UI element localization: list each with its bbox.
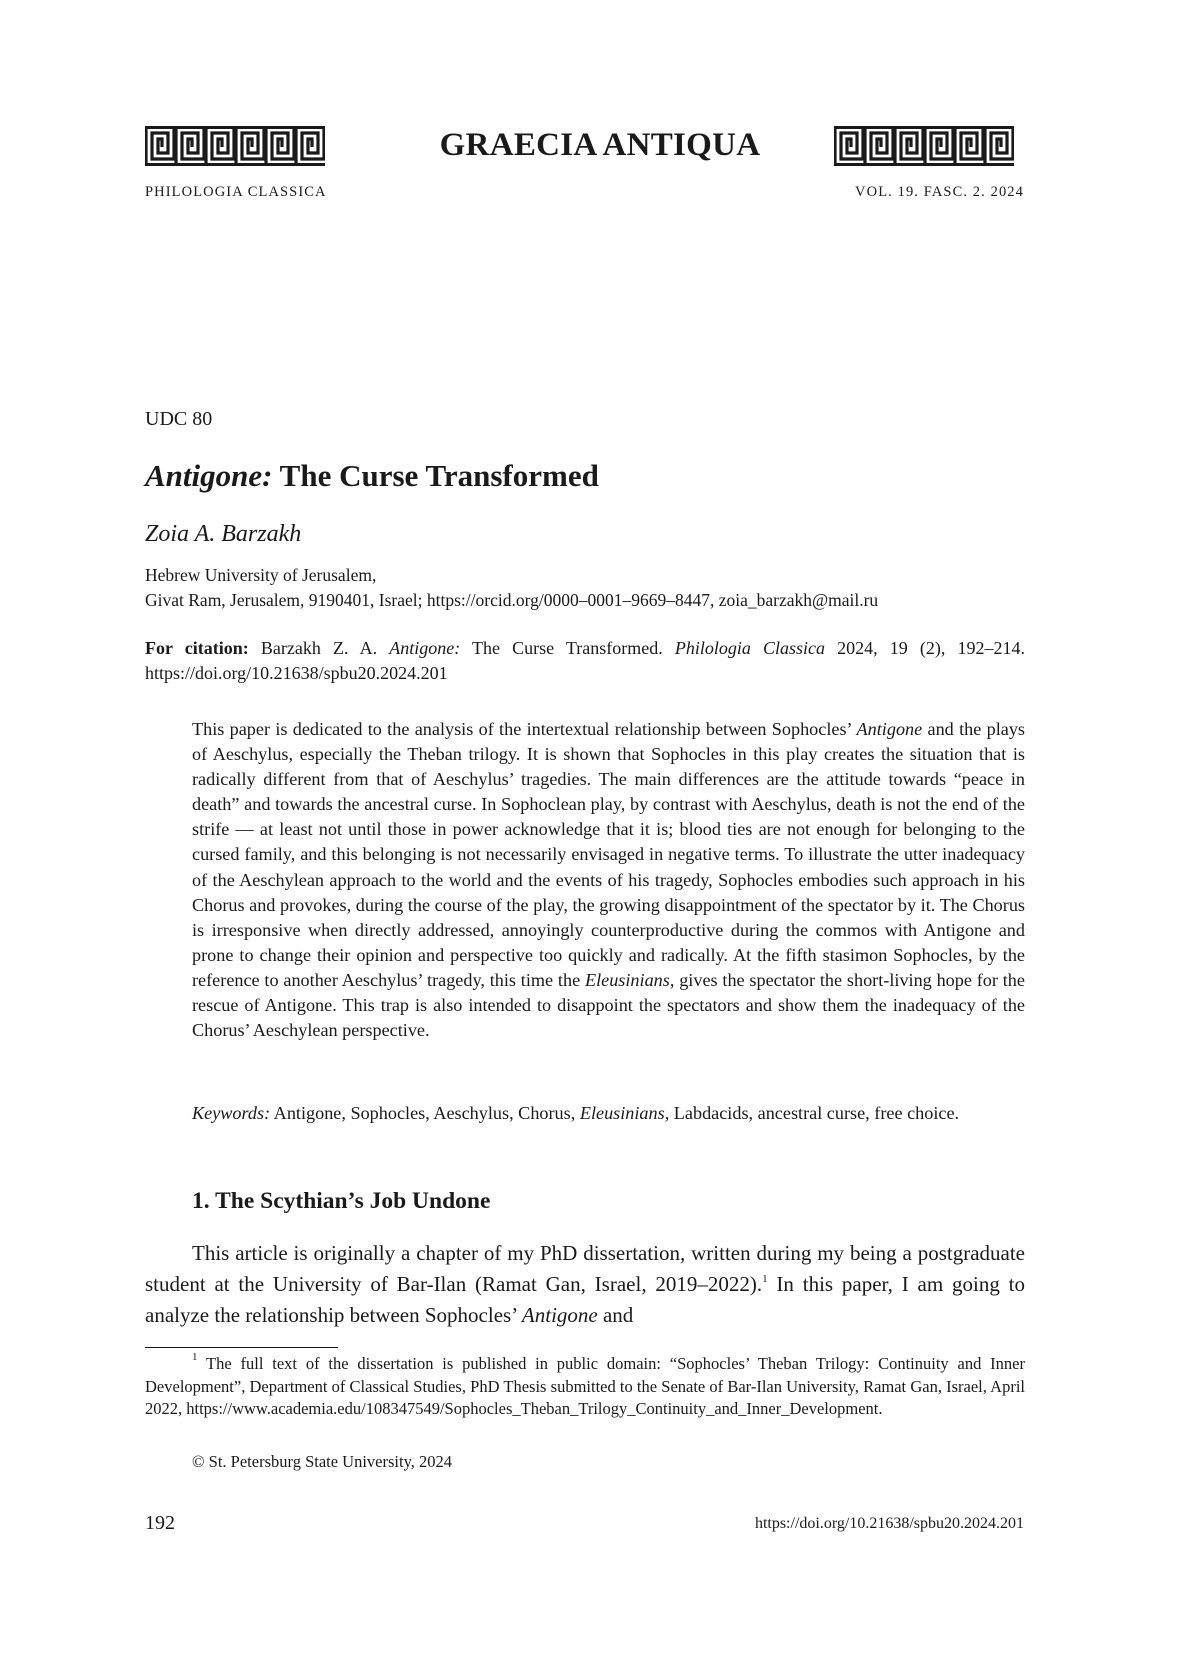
journal-title: GRAECIA ANTIQUA bbox=[439, 127, 761, 163]
page-number: 192 bbox=[145, 1512, 175, 1534]
abstract bbox=[192, 717, 1025, 1043]
abstract-italic-1: Antigone bbox=[856, 719, 923, 739]
citation-text-1: Barzakh Z. A. bbox=[248, 638, 390, 658]
abstract-text-3: , gives the spectator the short-living hope for the rescue of Antigone. This trap is also intended to disappoint the spectators and show them the inadequacy of the Chorus’ Aeschylean perspective. bbox=[192, 969, 1025, 1041]
footnote-number: 1 bbox=[192, 1351, 198, 1363]
citation-block bbox=[145, 636, 1025, 686]
abstract-text-2: and the plays of Aeschylus, especially the Theban trilogy. It is shown that Sophocles in this play creates the situation that is radically different from that of Aeschylus’ tragedies. The main differences are the attitude towards “peace in death” and towards the ancestral curse. In Sophoclean play, by contrast with Aeschylus, death is not the end of the strife — at least not until those in power acknowledge that it is; blood ties are not enough for belonging to the cursed family, and this belonging is not necessarily envisaged in negative terms. To illustrate the utter inadequacy of the Aeschylean approach to the world and the events of his tragedy, Sophocles embodies such approach in his Chorus and provokes, during the course of the play, the growing disappointment of the spectator by it. The Chorus is irresponsive when directly addressed, annoyingly counterproductive during the commos with Antigone and prone to change their opinion and perspective too quickly and radically. At the fifth stasimon Sophocles, by the reference to another Aeschylus’ tragedy, this time the bbox=[192, 719, 1025, 990]
keywords-italic: Eleusinians, bbox=[579, 1103, 670, 1123]
citation-text-2: The Curse Transformed. bbox=[460, 638, 675, 658]
footnote-text: The full text of the dissertation is published in public domain: “Sophocles’ Theban Trilogy: Continuity and Inner Development”, Department of Classical Studies, PhD Thesis submitted to the Senate of Bar-Ilan University, Ramat Gan, Israel, April 2022, https://www.academia.edu/108347549/Sophocles_Theban_Trilogy_Continuity_and_Inner_Development. bbox=[145, 1354, 1025, 1418]
copyright-notice: © St. Petersburg State University, 2024 bbox=[192, 1452, 453, 1471]
keywords-text-2: Labdacids, ancestral curse, free choice. bbox=[669, 1103, 960, 1123]
udc-code: UDC 80 bbox=[145, 408, 213, 430]
footnote-divider bbox=[145, 1347, 338, 1348]
volume-info: VOL. 19. FASC. 2. 2024 bbox=[855, 184, 1024, 200]
affiliation-line-1: Hebrew University of Jerusalem, bbox=[145, 565, 377, 585]
journal-subtitle: PHILOLOGIA CLASSICA bbox=[145, 184, 327, 200]
author-name: Zoia A. Barzakh bbox=[145, 521, 302, 547]
citation-journal: Philologia Classica bbox=[674, 638, 826, 658]
section-heading: 1. The Scythian’s Job Undone bbox=[192, 1188, 491, 1214]
body-paragraph bbox=[145, 1238, 1025, 1331]
citation-text-3: 2024, 19 (2), 192–214. https://doi.org/10.21638/spbu20.2024.201 bbox=[145, 638, 1025, 683]
abstract-text-1: This paper is dedicated to the analysis of the intertextual relationship between Sophocles’ bbox=[192, 719, 857, 739]
citation-title: Antigone: bbox=[389, 638, 461, 658]
body-text-3: and bbox=[597, 1303, 634, 1327]
citation-label: For citation: bbox=[145, 638, 249, 658]
footnote-ref[interactable]: 1 bbox=[762, 1273, 768, 1285]
footer-doi-link[interactable]: https://doi.org/10.21638/spbu20.2024.201 bbox=[754, 1515, 1024, 1532]
article-title-italic: Antigone: bbox=[145, 458, 273, 493]
article-title-rest: The Curse Transformed bbox=[272, 458, 599, 493]
author-affiliation bbox=[145, 563, 1035, 613]
affiliation-line-2: Givat Ram, Jerusalem, 9190401, Israel; https://orcid.org/0000–0001–9669–8447, zoia_barzakh@mail.ru bbox=[145, 590, 879, 610]
keywords-label: Keywords: bbox=[192, 1103, 271, 1123]
keywords-text-1: Antigone, Sophocles, Aeschylus, Chorus, bbox=[270, 1103, 580, 1123]
body-text-1: This article is originally a chapter of my PhD dissertation, written during my being a postgraduate student at the University of Bar-Ilan (Ramat Gan, Israel, 2019–2022). bbox=[145, 1241, 1025, 1296]
body-italic: Antigone bbox=[521, 1303, 598, 1327]
body-text-2: In this paper, I am going to analyze the relationship between Sophocles’ bbox=[145, 1272, 1025, 1327]
abstract-italic-2: Eleusinians bbox=[584, 969, 670, 990]
footnote bbox=[145, 1353, 1025, 1421]
keywords bbox=[192, 1101, 1025, 1126]
article-title bbox=[145, 458, 599, 494]
